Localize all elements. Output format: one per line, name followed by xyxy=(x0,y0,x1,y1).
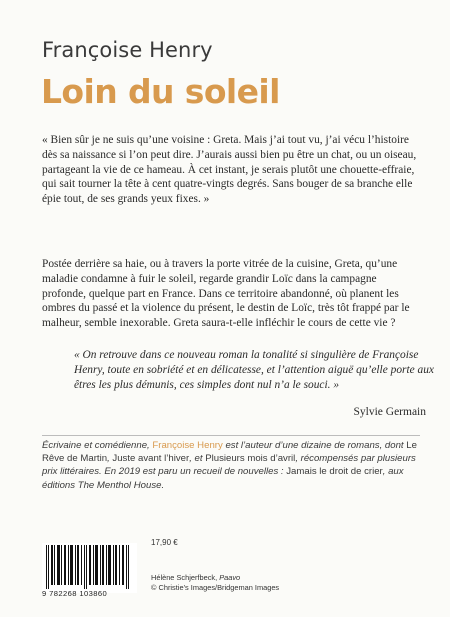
book-title: Loin du soleil xyxy=(41,72,280,111)
quote-attribution: Sylvie Germain xyxy=(353,406,426,418)
bio-book-title: Le Rêve de Martin xyxy=(42,440,417,465)
credit-copyright: © Christie’s Images/Bridgeman Images xyxy=(151,583,280,592)
credit-work: Paavo xyxy=(219,573,241,582)
bio-book-title: Jamais le droit de crier xyxy=(286,466,383,478)
bio-text: , et xyxy=(189,453,206,465)
barcode-number: 9 782268 103860 xyxy=(42,589,108,598)
bio-book-title: Juste avant l’hiver xyxy=(112,453,190,465)
barcode-icon xyxy=(42,543,137,589)
price: 17,90 € xyxy=(151,538,178,547)
barcode xyxy=(42,543,137,593)
author-bio xyxy=(42,439,422,492)
review-quote: « On retrouve dans ce nouveau roman la tonalité si singulière de Françoise Henry, toute en sobriété et en délicatesse, et l’attention aiguë qu’elle porte aux êtres les plus démunis, ces simples dont nul n’a le souci. » xyxy=(74,349,434,391)
summary-paragraph: Postée derrière sa haie, ou à travers la porte vitrée de la cuisine, Greta, qu’une maladie condamne à fuir le soleil, regarde grandir Loïc dans la campagne profonde, quelque part en France. Dans ce territoire abandonné, où planent les ombres du passé et la violence du présent, le destin de Loïc, très tôt frappé par le malheur, semble inexorable. Greta saura-t-elle infléchir le cours de cette vie ? xyxy=(42,258,410,330)
bio-author-name: Françoise Henry xyxy=(152,440,223,451)
divider xyxy=(42,435,420,436)
bio-text: , récompensés par plusieurs prix littéraires. En 2019 est paru un recueil de nouvelles : xyxy=(42,453,416,478)
bio-text: , xyxy=(107,453,113,465)
bio-text: Écrivaine et comédienne, xyxy=(42,440,153,451)
cover-credits xyxy=(151,573,279,593)
author-name: Françoise Henry xyxy=(42,38,213,62)
excerpt-paragraph: « Bien sûr je ne suis qu’une voisine : Greta. Mais j’ai tout vu, j’ai vécu l’histoire dès sa naissance si l’on peut dire. J’aurais aussi bien pu être un chat, ou un oiseau, partageant la vie de ce hameau. À cet instant, je serais plutôt une chouette-effraie, qui sait tourner la tête à cent quatre-vingts degrés. Sans bouger de sa branche elle épie tout, de ses grands yeux fixes. » xyxy=(42,134,417,206)
bio-text: est l’auteur d’une dizaine de romans, dont xyxy=(222,440,407,451)
bio-text: , aux éditions The Menthol House. xyxy=(42,466,404,491)
bio-book-title: Plusieurs mois d’avril xyxy=(205,453,296,465)
credit-artist: Hélène Schjerfbeck, xyxy=(151,573,220,582)
credit-line xyxy=(151,573,279,583)
